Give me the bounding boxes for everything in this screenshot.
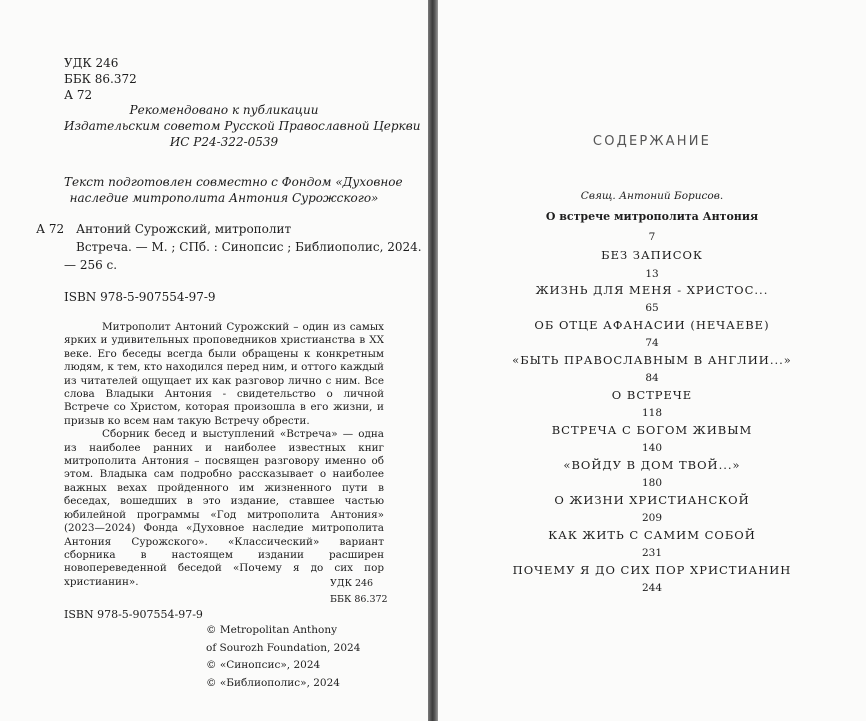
catalog-pages: — 256 с.	[64, 258, 118, 272]
prepared-line: Текст подготовлен совместно с Фондом «Духовное	[64, 175, 403, 189]
toc-entry-page: 13	[645, 268, 659, 280]
toc-entry-title: О встрече митрополита Антония	[545, 210, 759, 223]
bbk-small: ББК 86.372	[330, 594, 388, 605]
catalog-title-line: Встреча. — М. ; СПб. : Синопсис ; Библиополис, 2024.	[76, 240, 422, 254]
toc-entry-title: ЖИЗНЬ ДЛЯ МЕНЯ - ХРИСТОС...	[535, 283, 769, 297]
prepared-line: наследие митрополита Антония Сурожского»	[69, 191, 379, 205]
udk-code: УДК 246	[64, 56, 119, 70]
toc-entry-title: ПОЧЕМУ Я ДО СИХ ПОР ХРИСТИАНИН	[512, 563, 792, 577]
toc-entry-title: КАК ЖИТЬ С САМИМ СОБОЙ	[548, 528, 756, 542]
toc-entry-page: 244	[641, 582, 663, 594]
recommendation-line: Издательским советом Русской Православной Церкви	[64, 119, 421, 133]
recommendation-line: ИС Р24-322-0539	[169, 135, 279, 149]
book-gutter	[428, 0, 438, 721]
toc-entry-title: БЕЗ ЗАПИСОК	[601, 248, 703, 262]
copyright-line: of Sourozh Foundation, 2024	[206, 641, 361, 654]
toc-entry-title: ВСТРЕЧА С БОГОМ ЖИВЫМ	[551, 423, 753, 437]
toc-entry-page: 74	[645, 337, 659, 349]
toc-entry-page: 65	[645, 302, 659, 314]
prepared-note	[64, 174, 403, 206]
toc-entry-title: О ЖИЗНИ ХРИСТИАНСКОЙ	[554, 493, 750, 507]
toc-entry-page: 118	[641, 407, 663, 419]
annotation-paragraph: Сборник бесед и выступлений «Встреча» — одна из наиболее ранних и наиболее известных книг митрополита Антония – посвящен разговору именно об этом. Владыка сам подробно рассказывает о наиболее важных вехах пройденного им жизненного пути в беседах, вошедших в это издание, ставшее частью юбилейной программы «Год митрополита Антония» (2023—2024) Фонда «Духовное наследие митрополита Антония Сурожского». «Классический» вариант сборника в настоящем издании расширен новопереведенной беседой «Почему я до сих пор христианин».	[64, 428, 384, 588]
isbn-top: ISBN 978-5-907554-97-9	[64, 290, 216, 304]
right-page	[438, 0, 866, 721]
catalog-author: Антоний Сурожский, митрополит	[76, 222, 292, 236]
copyright-block	[206, 622, 360, 692]
left-page	[0, 0, 428, 721]
copyright-line: © «Библиополис», 2024	[206, 676, 340, 689]
author-mark: А 72	[64, 88, 93, 102]
toc-entry-page: 209	[641, 512, 663, 524]
bbk-code: ББК 86.372	[64, 72, 137, 86]
toc-entry-page: 7	[648, 231, 656, 243]
toc-entry-page: 84	[645, 372, 659, 384]
toc-entry-title: ОБ ОТЦЕ АФАНАСИИ (НЕЧАЕВЕ)	[534, 318, 770, 332]
toc-author: Свящ. Антоний Борисов.	[580, 190, 724, 202]
recommendation-block	[64, 102, 421, 150]
udk-small: УДК 246	[330, 578, 374, 589]
contents-heading: СОДЕРЖАНИЕ	[592, 134, 712, 149]
catalog-code: А 72	[36, 222, 65, 236]
toc-entry-page: 231	[641, 547, 663, 559]
annotation-paragraph: Митрополит Антоний Сурожский – один из самых ярких и удивительных проповедников христианства в XX веке. Его беседы всегда были обращены к конкретным людям, к тем, кто находился перед ним, и оттого каждый из читателей ощущает их как разговор лично с ним. Все слова Владыки Антония - свидетельство о личной Встрече со Христом, которая произошла в его жизни, и призыв ко всем нам такую Встречу обрести.	[64, 321, 384, 427]
recommendation-line: Рекомендовано к публикации	[129, 103, 319, 117]
toc-entry-title: «ВОЙДУ В ДОМ ТВОЙ...»	[563, 458, 741, 472]
toc-entry-page: 140	[641, 442, 663, 454]
isbn-bottom: ISBN 978-5-907554-97-9	[64, 608, 203, 621]
annotation	[64, 321, 384, 589]
toc-entry-title: О ВСТРЕЧЕ	[611, 388, 693, 402]
copyright-line: © Metropolitan Anthony	[206, 624, 338, 636]
toc-entry-title: «БЫТЬ ПРАВОСЛАВНЫМ В АНГЛИИ...»	[512, 353, 792, 367]
toc-entry-page: 180	[641, 477, 663, 489]
copyright-line: © «Синопсис», 2024	[206, 659, 321, 671]
